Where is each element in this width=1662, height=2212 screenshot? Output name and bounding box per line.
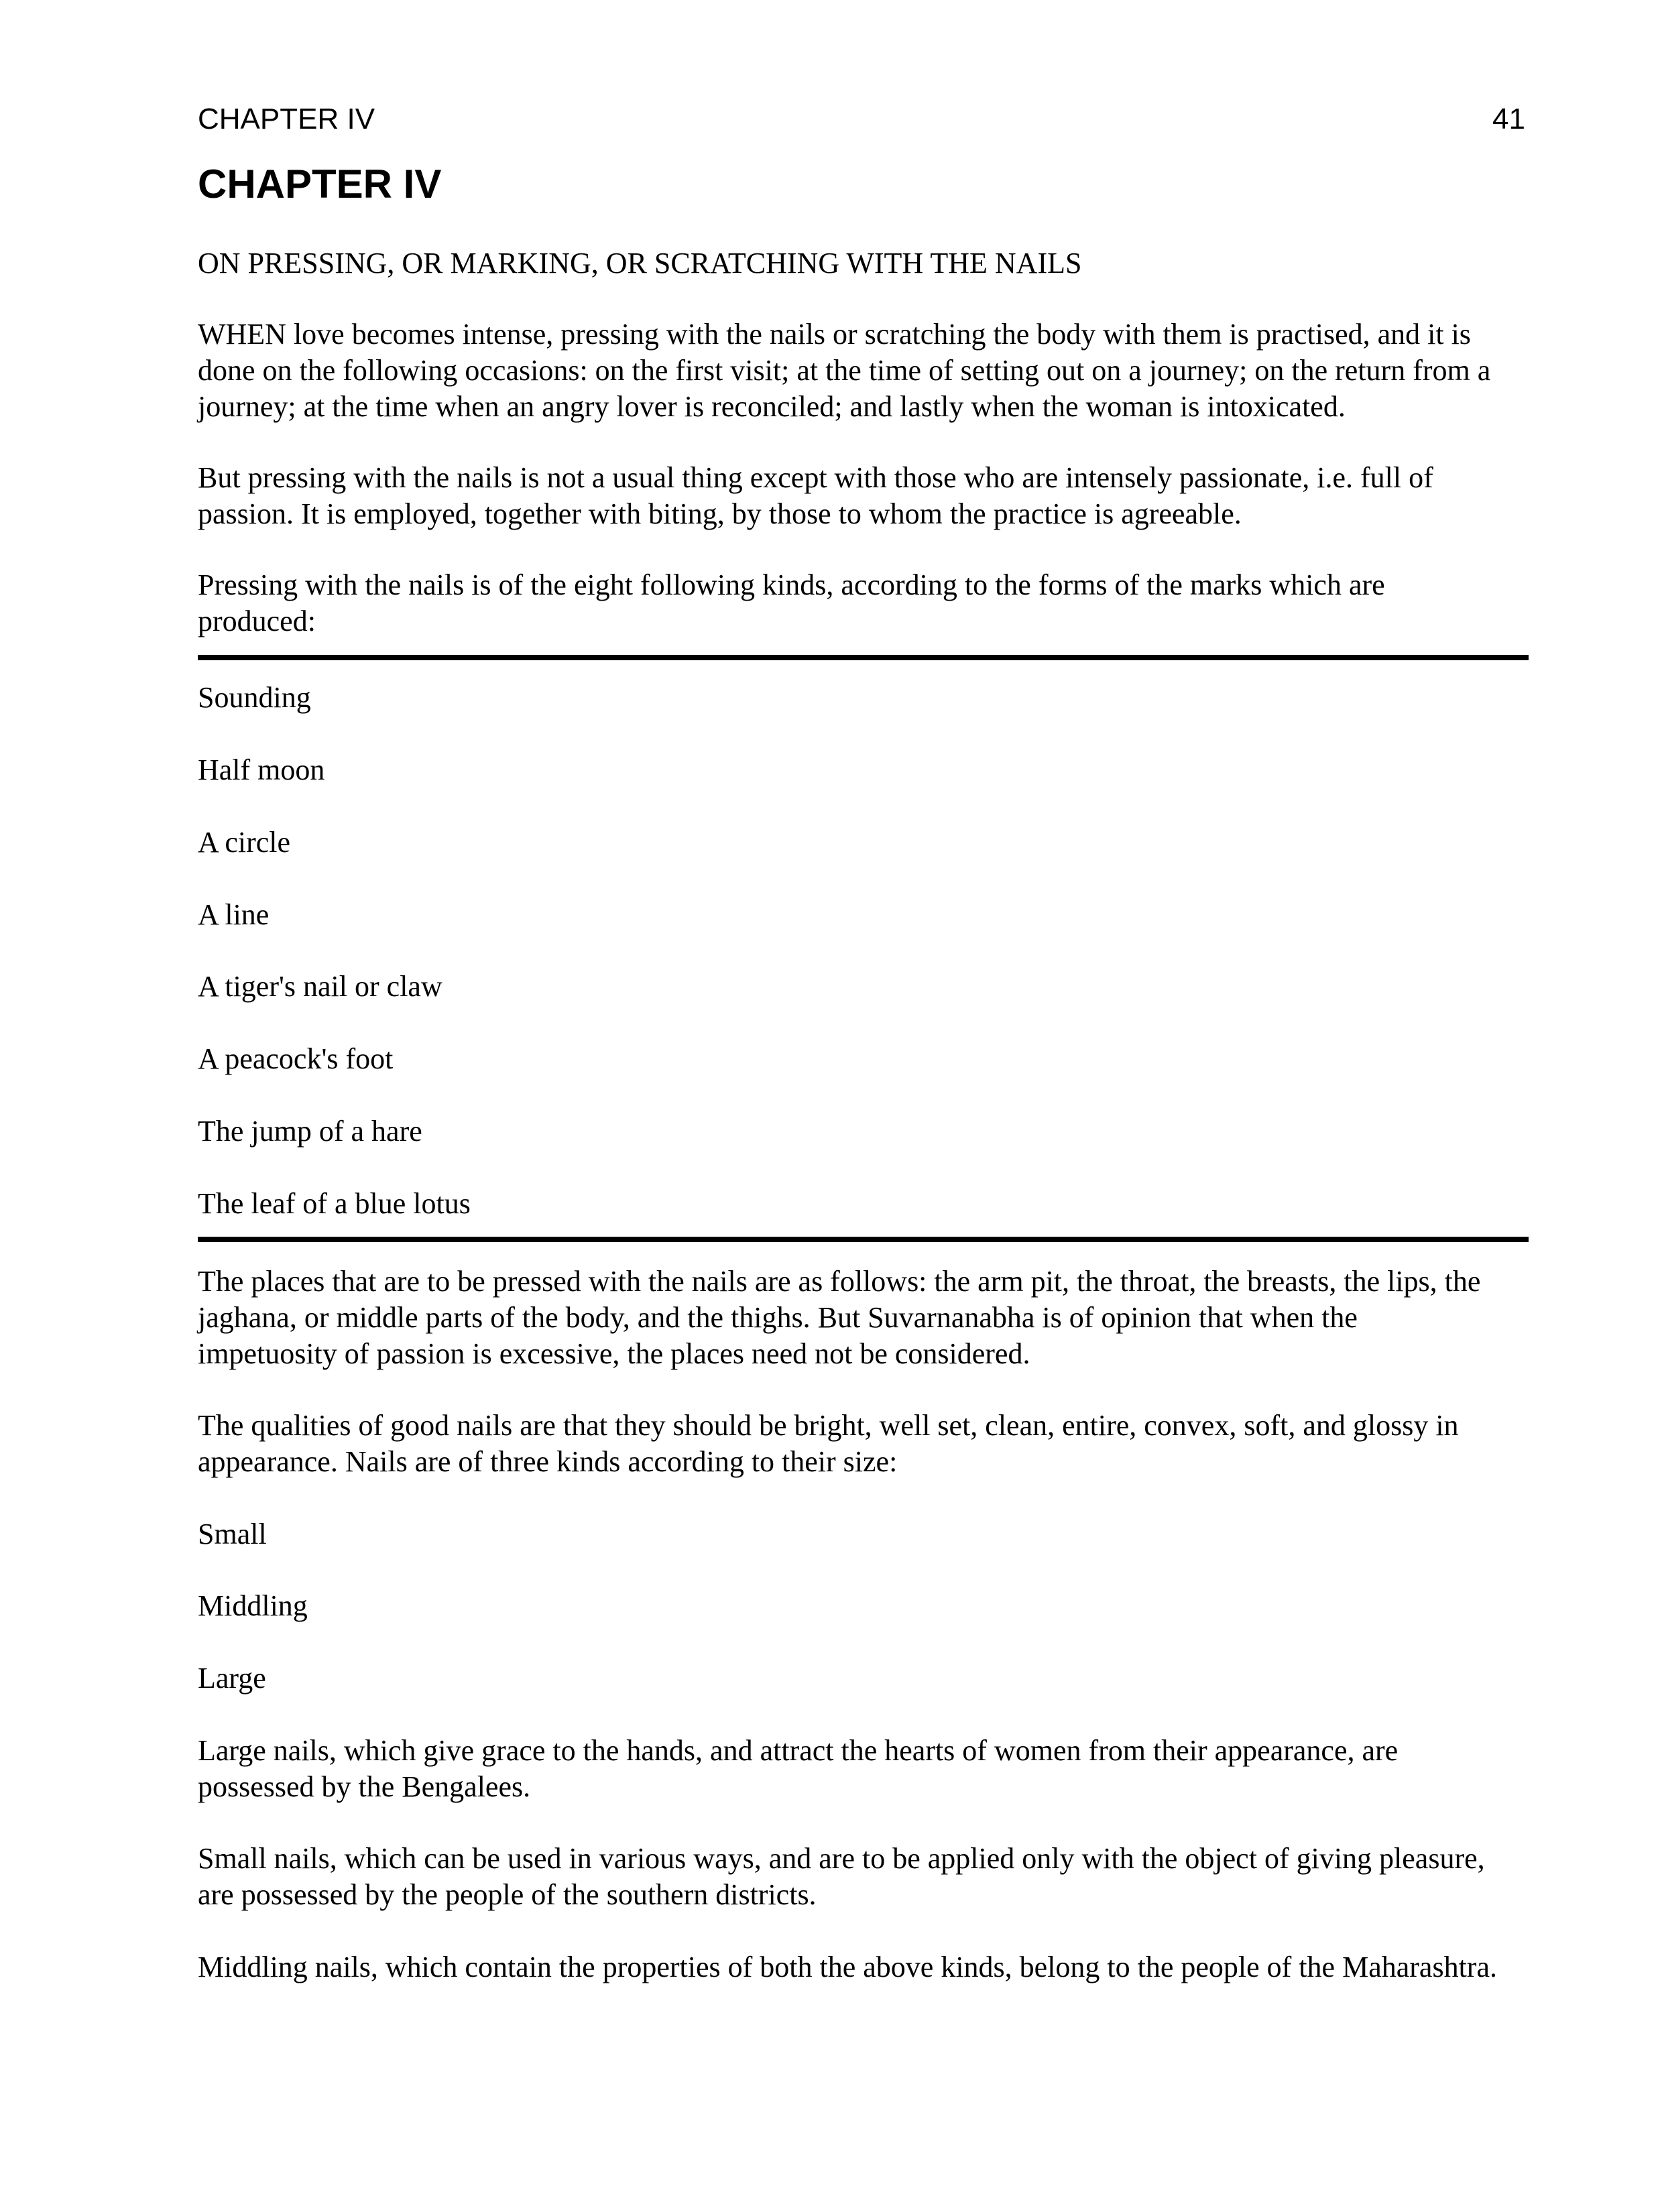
kind-list-item: A tiger's nail or claw xyxy=(198,970,442,1003)
kind-list-item: Sounding xyxy=(198,681,311,714)
page-number: 41 xyxy=(1492,103,1525,135)
running-header-title: CHAPTER IV xyxy=(198,103,375,135)
paragraph-line: journey; at the time when an angry lover is reconciled; and lastly when the woman is intoxicated. xyxy=(198,390,1346,423)
nail-size-item: Small xyxy=(198,1518,267,1550)
paragraph-line: The qualities of good nails are that they should be bright, well set, clean, entire, convex, soft, and glossy in xyxy=(198,1409,1459,1442)
paragraph-line: produced: xyxy=(198,605,316,637)
paragraph-line: impetuosity of passion is excessive, the places need not be considered. xyxy=(198,1337,1030,1370)
chapter-subtitle: ON PRESSING, OR MARKING, OR SCRATCHING WITH THE NAILS xyxy=(198,247,1082,280)
paragraph-line: done on the following occasions: on the first visit; at the time of setting out on a journey; on the return from a xyxy=(198,354,1491,387)
paragraph-line: Small nails, which can be used in various ways, and are to be applied only with the object of giving pleasure, xyxy=(198,1842,1485,1875)
paragraph-line: are possessed by the people of the southern districts. xyxy=(198,1878,817,1911)
paragraph-line: Large nails, which give grace to the hands, and attract the hearts of women from their appearance, are xyxy=(198,1734,1399,1767)
table-bottom-rule xyxy=(198,1237,1529,1242)
table-top-rule xyxy=(198,655,1529,660)
kind-list-item: The jump of a hare xyxy=(198,1115,422,1148)
paragraph-line: But pressing with the nails is not a usual thing except with those who are intensely passionate, i.e. full of xyxy=(198,461,1433,494)
kind-list-item: A circle xyxy=(198,826,291,859)
nail-size-item: Middling xyxy=(198,1589,308,1622)
paragraph-line: Pressing with the nails is of the eight following kinds, according to the forms of the marks which are xyxy=(198,568,1385,601)
nail-size-item: Large xyxy=(198,1662,266,1695)
paragraph-line: WHEN love becomes intense, pressing with the nails or scratching the body with them is practised, and it is xyxy=(198,318,1471,351)
chapter-title: CHAPTER IV xyxy=(198,162,442,206)
paragraph-line: The places that are to be pressed with the nails are as follows: the arm pit, the throat, the breasts, the lips, the xyxy=(198,1265,1481,1298)
kind-list-item: A line xyxy=(198,898,270,931)
kind-list-item: The leaf of a blue lotus xyxy=(198,1187,471,1220)
paragraph-line: appearance. Nails are of three kinds according to their size: xyxy=(198,1445,898,1478)
paragraph-line: passion. It is employed, together with biting, by those to whom the practice is agreeable. xyxy=(198,497,1242,530)
paragraph-line: possessed by the Bengalees. xyxy=(198,1770,531,1803)
paragraph-line: jaghana, or middle parts of the body, and the thighs. But Suvarnanabha is of opinion that when the xyxy=(198,1301,1358,1334)
kind-list-item: Half moon xyxy=(198,753,325,786)
paragraph-line: Middling nails, which contain the properties of both the above kinds, belong to the people of the Maharashtra. xyxy=(198,1951,1497,1983)
kind-list-item: A peacock's foot xyxy=(198,1042,394,1075)
